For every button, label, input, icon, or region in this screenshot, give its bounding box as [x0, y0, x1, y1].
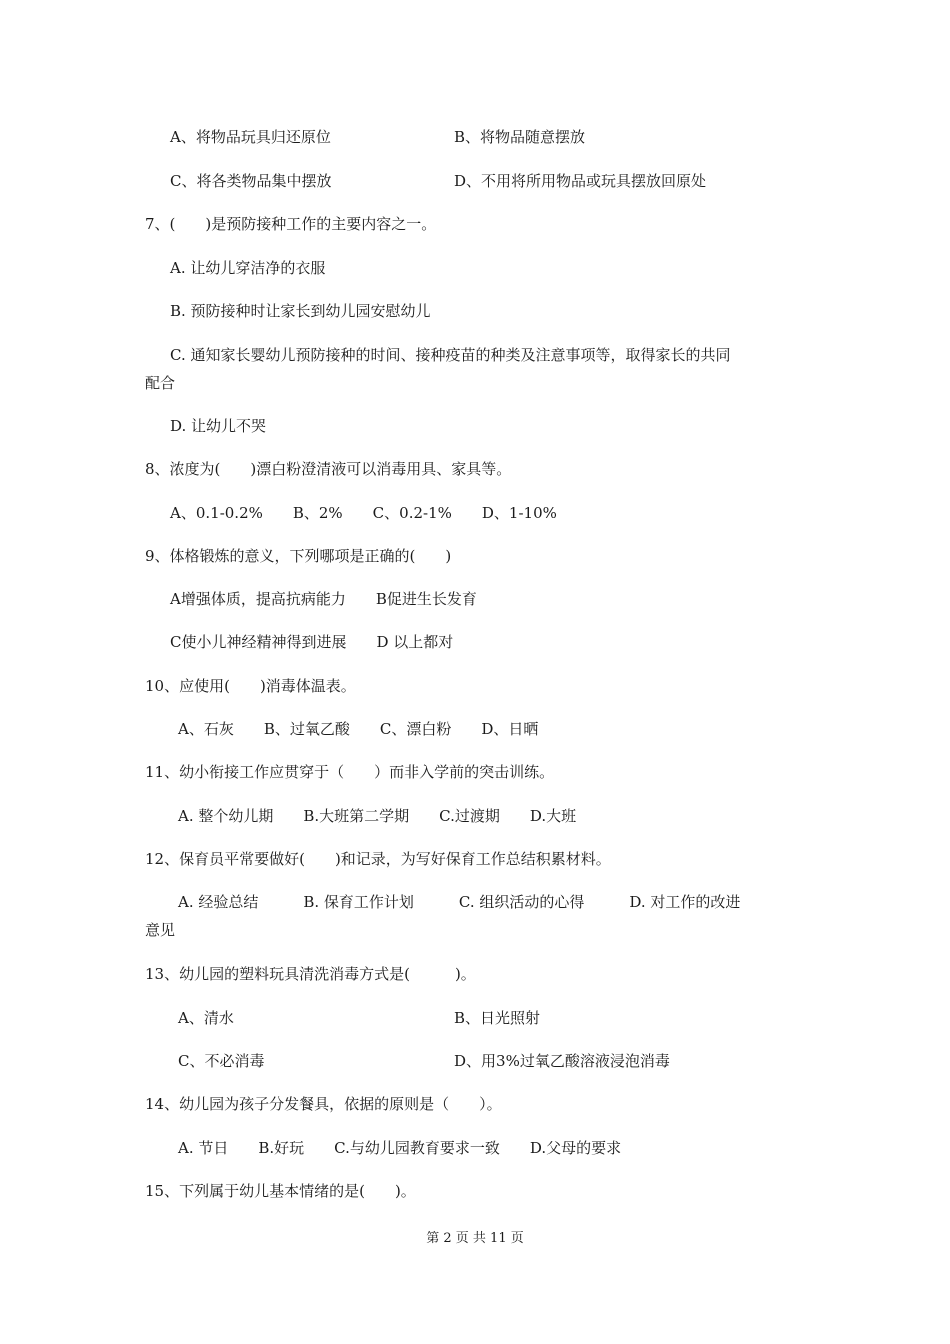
q6-option-d: D、不用将所用物品或玩具摆放回原处: [454, 172, 707, 190]
q6-option-a: A、将物品玩具归还原位: [170, 128, 331, 146]
q12-question: 12、保育员平常要做好( )和记录，为写好保育工作总结积累材料。: [145, 850, 611, 868]
q7-option-a: A. 让幼儿穿洁净的衣服: [170, 259, 326, 277]
q9-question: 9、体格锻炼的意义，下列哪项是正确的( ): [145, 547, 452, 565]
q13-option-a: A、清水: [178, 1009, 234, 1027]
q12-options-continued: 意见: [145, 921, 176, 939]
q6-option-c: C、将各类物品集中摆放: [170, 172, 332, 190]
page-number: 第 2 页 共 11 页: [426, 1231, 524, 1246]
q15-question: 15、下列属于幼儿基本情绪的是( )。: [145, 1182, 416, 1200]
q7-question: 7、( )是预防接种工作的主要内容之一。: [145, 215, 437, 233]
q11-options: A. 整个幼儿期 B.大班第二学期 C.过渡期 D.大班: [178, 807, 577, 825]
q10-options: A、石灰 B、过氧乙酸 C、漂白粉 D、日晒: [178, 720, 539, 738]
q13-option-d: D、用3%过氧乙酸溶液浸泡消毒: [454, 1052, 670, 1070]
q7-option-c: C. 通知家长婴幼儿预防接种的时间、接种疫苗的种类及注意事项等，取得家长的共同: [170, 346, 731, 364]
q14-question: 14、幼儿园为孩子分发餐具，依据的原则是（ ）。: [145, 1095, 502, 1113]
q7-option-b: B. 预防接种时让家长到幼儿园安慰幼儿: [170, 302, 431, 320]
q13-option-c: C、不必消毒: [178, 1052, 265, 1070]
q7-option-c-continued: 配合: [145, 374, 176, 392]
q10-question: 10、应使用( )消毒体温表。: [145, 677, 356, 695]
q13-option-b: B、日光照射: [454, 1009, 541, 1027]
q7-option-d: D. 让幼儿不哭: [170, 417, 267, 435]
q6-option-b: B、将物品随意摆放: [454, 128, 586, 146]
q9-options-cd: C使小儿神经精神得到进展 D 以上都对: [170, 633, 454, 651]
q8-question: 8、浓度为( )漂白粉澄清液可以消毒用具、家具等。: [145, 460, 512, 478]
q9-options-ab: A增强体质，提高抗病能力 B促进生长发育: [170, 590, 477, 608]
q13-question: 13、幼儿园的塑料玩具清洗消毒方式是( )。: [145, 965, 476, 983]
q12-options: A. 经验总结 B. 保育工作计划 C. 组织活动的心得 D. 对工作的改进: [178, 893, 741, 911]
q11-question: 11、幼小衔接工作应贯穿于（ ）而非入学前的突击训练。: [145, 763, 555, 781]
q14-options: A. 节日 B.好玩 C.与幼儿园教育要求一致 D.父母的要求: [178, 1139, 622, 1157]
q8-options: A、0.1-0.2% B、2% C、0.2-1% D、1-10%: [170, 504, 557, 522]
